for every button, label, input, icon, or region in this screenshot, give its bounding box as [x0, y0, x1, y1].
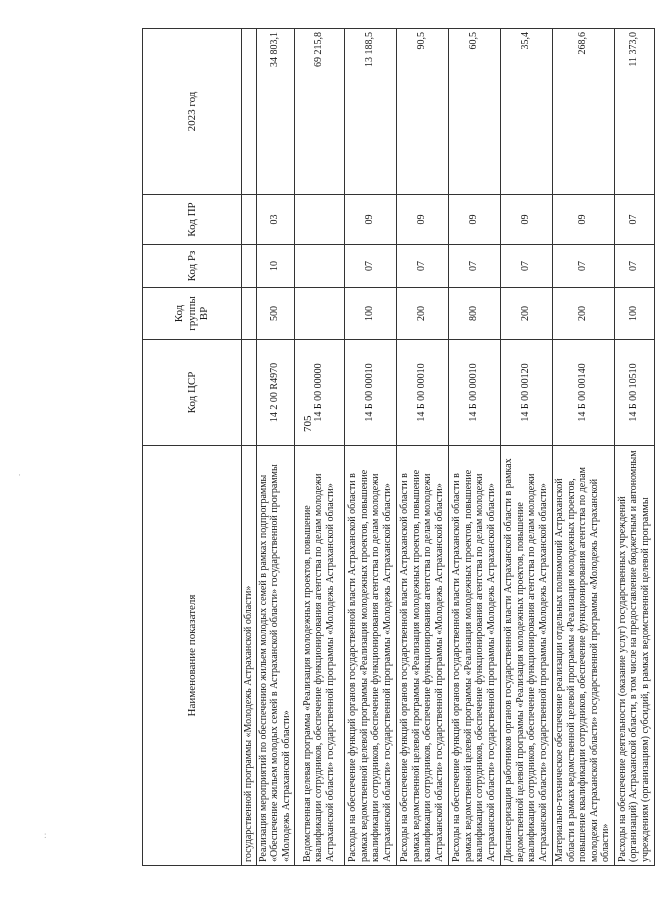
cell-pr: 09 [396, 195, 448, 245]
cell-vr: 200 [396, 288, 448, 340]
cell-name: Расходы на обеспечение деятельности (оказание услуг) государственных учреждений (организаций) Астраханской области, в том числе на предоставление бюджетным и автономным учреждениям (организациям) субсидий, в рамках ведомственной целевой программы [614, 446, 654, 866]
cell-pr: 09 [500, 195, 552, 245]
cell-csr: 14 Б 00 00000 [294, 340, 344, 446]
cell-csr: 14 Б 00 00120 [500, 340, 552, 446]
cell-vr [242, 288, 257, 340]
cell-name: Реализация мероприятий по обеспечению жильем молодых семей в рамках подпрограммы «Обеспечение жильем молодых семей в Астраханской области» государственной программы «Молодежь Астраханской области» [256, 446, 294, 866]
cell-amount: 34 803,1 [256, 29, 294, 195]
cell-csr [242, 340, 257, 446]
cell-csr: 14 Б 00 10510 [614, 340, 654, 446]
table-row [344, 29, 396, 866]
cell-amount: 11 373,0 [614, 29, 654, 195]
table-row [448, 29, 500, 866]
cell-pr: 07 [614, 195, 654, 245]
cell-pr [242, 195, 257, 245]
cell-pr: 09 [552, 195, 614, 245]
table-row [500, 29, 552, 866]
header-row [143, 29, 242, 866]
scan-mark: : [44, 830, 47, 840]
cell-rz: 07 [396, 245, 448, 288]
header-rz: Код Рз [143, 245, 242, 288]
cell-amount: 60,5 [448, 29, 500, 195]
cell-amount: 69 215,8 [294, 29, 344, 195]
cell-rz: 10 [256, 245, 294, 288]
page-number: 705 [302, 415, 314, 432]
cell-rz: 07 [500, 245, 552, 288]
cell-amount: 13 188,5 [344, 29, 396, 195]
header-name: Наименование показателя [143, 446, 242, 866]
cell-name: Ведомственная целевая программа «Реализация молодежных проектов, повышение квалификации сотрудников, обеспечение функционирования агентства по делам молодежи Астраханской области» государственной программы «Молодежь Астраханской области» [294, 446, 344, 866]
cell-name: Расходы на обеспечение функций органов государственной власти Астраханской области в рамках ведомственной целевой программы «Реализация молодежных проектов, повышение квалификации сотрудников, обеспечение функционирования агентства по делам молодежи Астраханской области» государственной программы «Молодежь Астраханской области» [344, 446, 396, 866]
table-row [242, 29, 257, 866]
cell-rz: 07 [552, 245, 614, 288]
header-vr: Код группы ВР [143, 288, 242, 340]
budget-table [142, 28, 655, 866]
cell-vr: 100 [614, 288, 654, 340]
cell-name: государственной программы «Молодежь Астраханской области» [242, 446, 257, 866]
cell-pr [294, 195, 344, 245]
cell-name: Расходы на обеспечение функций органов государственной власти Астраханской области в рамках ведомственной целевой программы «Реализация молодежных проектов, повышение квалификации сотрудников, обеспечение функционирования агентства по делам молодежи Астраханской области» государственной программы «Молодежь Астраханской области» [396, 446, 448, 866]
cell-csr: 14 Б 00 00010 [344, 340, 396, 446]
table-row [294, 29, 344, 866]
cell-csr: 14 Б 00 00010 [396, 340, 448, 446]
cell-name: Расходы на обеспечение функций органов государственной власти Астраханской области в рамках ведомственной целевой программы «Реализация молодежных проектов, повышение квалификации сотрудников, обеспечение функционирования агентства по делам молодежи Астраханской области» государственной программы «Молодежь Астраханской области» [448, 446, 500, 866]
cell-vr: 100 [344, 288, 396, 340]
rotated-page [0, 30, 651, 880]
table-row [614, 29, 654, 866]
cell-pr: 09 [344, 195, 396, 245]
cell-amount: 268,6 [552, 29, 614, 195]
cell-csr: 14 2 00 R4970 [256, 340, 294, 446]
cell-rz: 07 [614, 245, 654, 288]
cell-csr: 14 Б 00 00010 [448, 340, 500, 446]
header-pr: Код ПР [143, 195, 242, 245]
cell-vr: 200 [500, 288, 552, 340]
cell-amount: 35,4 [500, 29, 552, 195]
cell-pr: 09 [448, 195, 500, 245]
cell-vr [294, 288, 344, 340]
table-wrapper [142, 28, 655, 866]
cell-rz: 07 [448, 245, 500, 288]
cell-vr: 500 [256, 288, 294, 340]
cell-amount [242, 29, 257, 195]
table-row [396, 29, 448, 866]
table-row [256, 29, 294, 866]
cell-vr: 200 [552, 288, 614, 340]
header-csr: Код ЦСР [143, 340, 242, 446]
cell-rz [242, 245, 257, 288]
cell-name: Материально-техническое обеспечение реализации отдельных полномочий Астраханской области в рамках ведомственной целевой программы «Реализация молодежных проектов, повышение квалификации сотрудников, обеспечение функционирования агентства по делам молодежи Астраханской области» государственной программы «Молодежь Астраханской области» [552, 446, 614, 866]
table-row [552, 29, 614, 866]
cell-csr: 14 Б 00 00140 [552, 340, 614, 446]
cell-vr: 800 [448, 288, 500, 340]
cell-name: Диспансеризация работников органов государственной власти Астраханской области в рамках ведомственной целевой программы «Реализация молодежных проектов, повышение квалификации сотрудников, обеспечение функционирования агентства по делам молодежи Астраханской области» государственной программы «Молодежь Астраханской области» [500, 446, 552, 866]
cell-pr: 03 [256, 195, 294, 245]
cell-rz [294, 245, 344, 288]
scan-mark: · [18, 470, 21, 480]
cell-rz: 07 [344, 245, 396, 288]
header-amount: 2023 год [143, 29, 242, 195]
cell-amount: 90,5 [396, 29, 448, 195]
